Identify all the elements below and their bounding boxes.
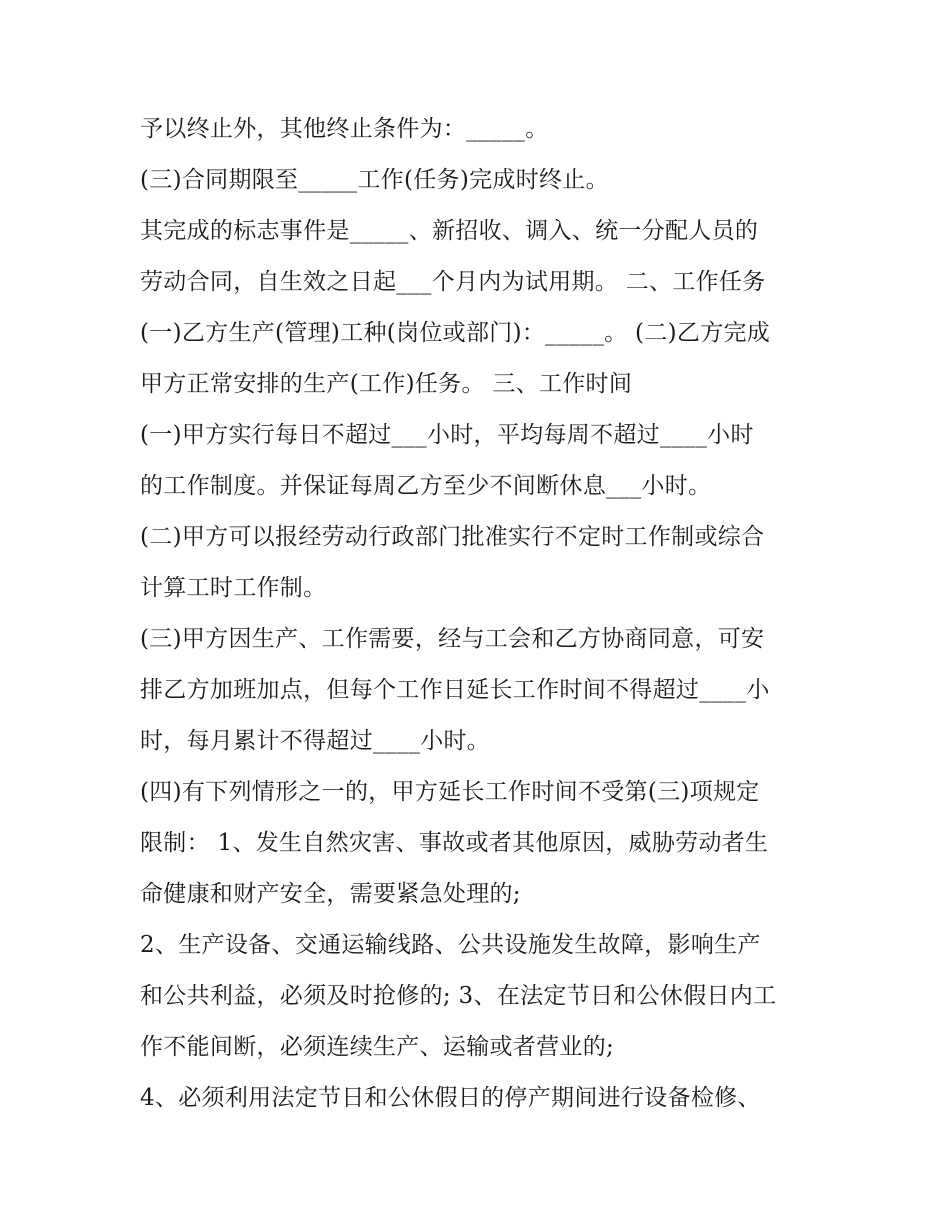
text-line: 排乙方加班加点，但每个工作日延长工作时间不得超过____小 (140, 677, 770, 703)
text-line: 限制： 1、发生自然灾害、事故或者其他原因，威胁劳动者生 (140, 830, 769, 856)
text-line: 予以终止外，其他终止条件为：_____。 (140, 116, 549, 142)
text-line: (一)乙方生产(管理)工种(岗位或部门)：_____。 (二)乙方完成 (140, 320, 771, 346)
text-line: 其完成的标志事件是_____、新招收、调入、统一分配人员的 (140, 218, 759, 244)
text-line: 的工作制度。并保证每周乙方至少不间断休息___小时。 (140, 473, 712, 499)
text-line: 甲方正常安排的生产(工作)任务。 三、工作时间 (140, 371, 633, 397)
text-line: 命健康和财产安全，需要紧急处理的; (140, 881, 521, 907)
text-line: (四)有下列情形之一的，甲方延长工作时间不受第(三)项规定 (140, 779, 760, 805)
text-line: 4、必须利用法定节日和公休假日的停产期间进行设备检修、 (140, 1085, 761, 1111)
text-line: 作不能间断，必须连续生产、运输或者营业的; (140, 1034, 615, 1060)
text-line: 和公共利益，必须及时抢修的; 3、在法定节日和公休假日内工 (140, 983, 777, 1009)
document-body (140, 104, 820, 1124)
text-line: 时，每月累计不得超过____小时。 (140, 728, 491, 754)
text-line: 计算工时工作制。 (140, 575, 327, 601)
text-line: 2、生产设备、交通运输线路、公共设施发生故障，影响生产 (140, 932, 761, 958)
text-line: (三)甲方因生产、工作需要，经与工会和乙方协商同意，可安 (140, 626, 765, 652)
text-line: 劳动合同，自生效之日起___个月内为试用期。 二、工作任务 (140, 269, 766, 295)
text-line: (二)甲方可以报经劳动行政部门批准实行不定时工作制或综合 (140, 524, 765, 550)
text-line: (三)合同期限至_____工作(任务)完成时终止。 (140, 167, 609, 193)
text-line: (一)甲方实行每日不超过___小时，平均每周不超过____小时 (140, 422, 754, 448)
